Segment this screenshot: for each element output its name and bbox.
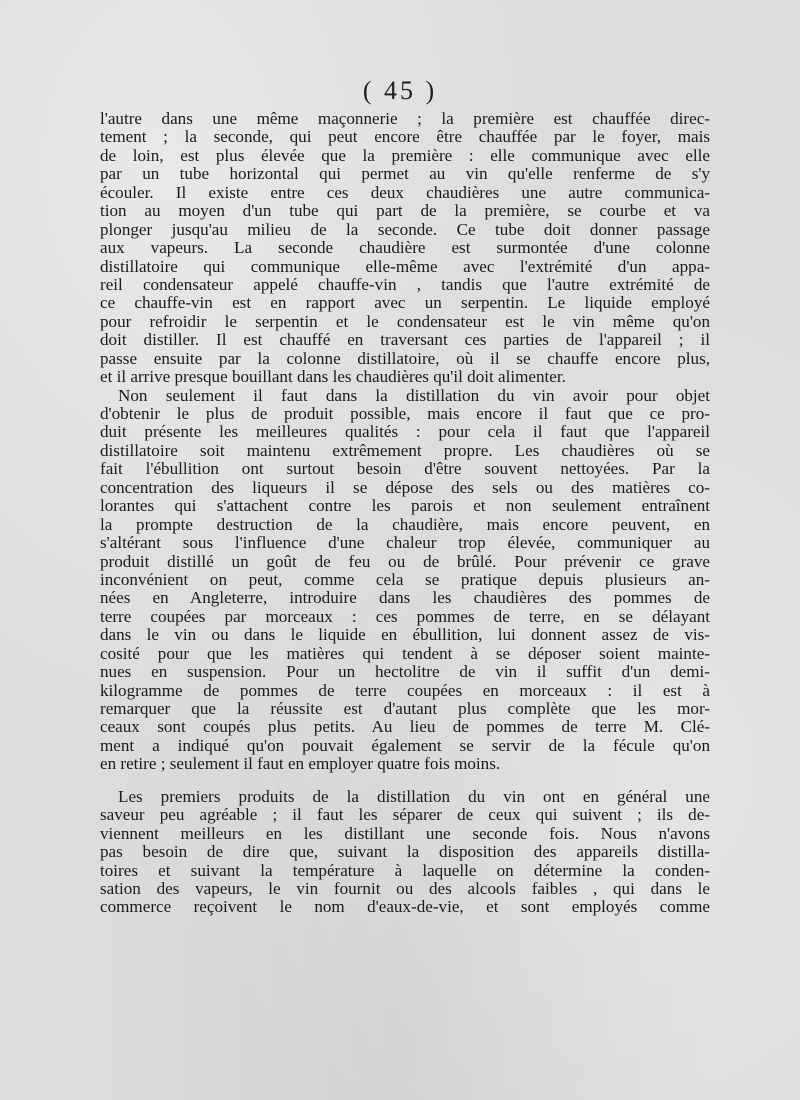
paragraph bbox=[100, 110, 710, 387]
text-line: toires et suivant la température à laquelle on détermine la conden- bbox=[100, 860, 710, 880]
text-line: nées en Angleterre, introduire dans les chaudières des pommes de bbox=[100, 588, 710, 608]
text-line: passe ensuite par la colonne distillatoire, où il se chauffe encore plus, bbox=[100, 348, 710, 368]
text-line: Les premiers produits de la distillation du vin ont en général une bbox=[118, 786, 710, 806]
page-number: ( 45 ) bbox=[362, 76, 438, 105]
text-line: ce chauffe-vin est en rapport avec un serpentin. Le liquide employé bbox=[100, 293, 710, 313]
text-line: produit distillé un goût de feu ou de brûlé. Pour prévenir ce grave bbox=[100, 551, 710, 571]
paragraph bbox=[100, 788, 710, 917]
text-line: sation des vapeurs, le vin fournit ou des alcools faibles , qui dans le bbox=[100, 878, 710, 898]
text-line: terre coupées par morceaux : ces pommes de terre, en se délayant bbox=[100, 606, 710, 626]
text-line: distillatoire qui communique elle-même avec l'extrémité d'un appa- bbox=[100, 256, 710, 276]
text-line: d'obtenir le plus de produit possible, mais encore il faut que ce pro- bbox=[100, 404, 710, 423]
text-line: plonger jusqu'au milieu de la seconde. Ce tube doit donner passage bbox=[100, 219, 710, 239]
text-line: remarquer que la réussite est d'autant plus complète que les mor- bbox=[100, 699, 710, 718]
text-line: la prompte destruction de la chaudière, mais encore peuvent, en bbox=[100, 514, 710, 534]
text-line: tement ; la seconde, qui peut encore être chauffée par le foyer, mais bbox=[100, 127, 710, 147]
text-line: Non seulement il faut dans la distillation du vin avoir pour objet bbox=[118, 385, 710, 405]
paragraph-gap bbox=[100, 774, 710, 788]
text-line: distillatoire soit maintenu extrêmement propre. Les chaudières où se bbox=[100, 440, 710, 460]
text-line: pas besoin de dire que, suivant la disposition des appareils distilla- bbox=[100, 842, 710, 862]
text-line: concentration des liqueurs il se dépose des sels ou des matières co- bbox=[100, 477, 710, 497]
text-line: pour refroidir le serpentin et le condensateur est le vin même qu'on bbox=[100, 311, 710, 331]
text-line: lorantes qui s'attachent contre les parois et non seulement entraînent bbox=[100, 496, 710, 516]
text-line: ment a indiqué qu'on pouvait également se servir de la fécule qu'on bbox=[100, 735, 710, 755]
text-line: par un tube horizontal qui permet au vin qu'elle renferme de s'y bbox=[100, 164, 710, 184]
text-line: duit présente les meilleures qualités : pour cela il faut que l'appareil bbox=[100, 422, 710, 442]
body-text bbox=[100, 110, 710, 917]
text-line: doit distiller. Il est chauffé en traversant ces parties de l'appareil ; il bbox=[100, 330, 710, 350]
text-line: reil condensateur appelé chauffe-vin , tandis que l'autre extrémité de bbox=[100, 274, 710, 294]
text-line: écouler. Il existe entre ces deux chaudières une autre communica- bbox=[100, 182, 710, 202]
text-line: fait l'ébullition ont surtout besoin d'être souvent nettoyées. Par la bbox=[100, 459, 710, 479]
text-line: kilogramme de pommes de terre coupées en morceaux : il est à bbox=[100, 680, 710, 700]
text-line: nues en suspension. Pour un hectolitre de vin il suffit d'un demi- bbox=[100, 662, 710, 682]
text-line: en retire ; seulement il faut en employer quatre fois moins. bbox=[100, 754, 501, 774]
paragraph bbox=[100, 387, 710, 774]
text-line: viennent meilleurs en les distillant une seconde fois. Nous n'avons bbox=[100, 823, 710, 843]
text-line: ceaux sont coupés plus petits. Au lieu de pommes de terre M. Clé- bbox=[100, 717, 710, 737]
text-line: saveur peu agréable ; il faut les séparer de ceux qui suivent ; ils de- bbox=[100, 805, 710, 825]
text-line: cosité pour que les matières qui tendent à se déposer soient mainte- bbox=[100, 643, 710, 663]
text-line: commerce reçoivent le nom d'eaux-de-vie, et sont employés comme bbox=[100, 897, 710, 917]
text-line: aux vapeurs. La seconde chaudière est surmontée d'une colonne bbox=[100, 238, 710, 258]
text-line: inconvénient on peut, comme cela se pratique depuis plusieurs an- bbox=[100, 569, 710, 589]
text-line: s'altérant sous l'influence d'une chaleur trop élevée, communiquer au bbox=[100, 533, 710, 553]
text-line: dans le vin ou dans le liquide en ébullition, lui donnent assez de vis- bbox=[100, 625, 710, 645]
text-line: de loin, est plus élevée que la première : elle communique avec elle bbox=[100, 145, 710, 165]
text-line: tion au moyen d'un tube qui part de la première, se courbe et va bbox=[100, 201, 710, 221]
text-line: et il arrive presque bouillant dans les chaudières qu'il doit alimenter. bbox=[100, 367, 566, 387]
text-line: l'autre dans une même maçonnerie ; la première est chauffée direc- bbox=[100, 109, 710, 128]
